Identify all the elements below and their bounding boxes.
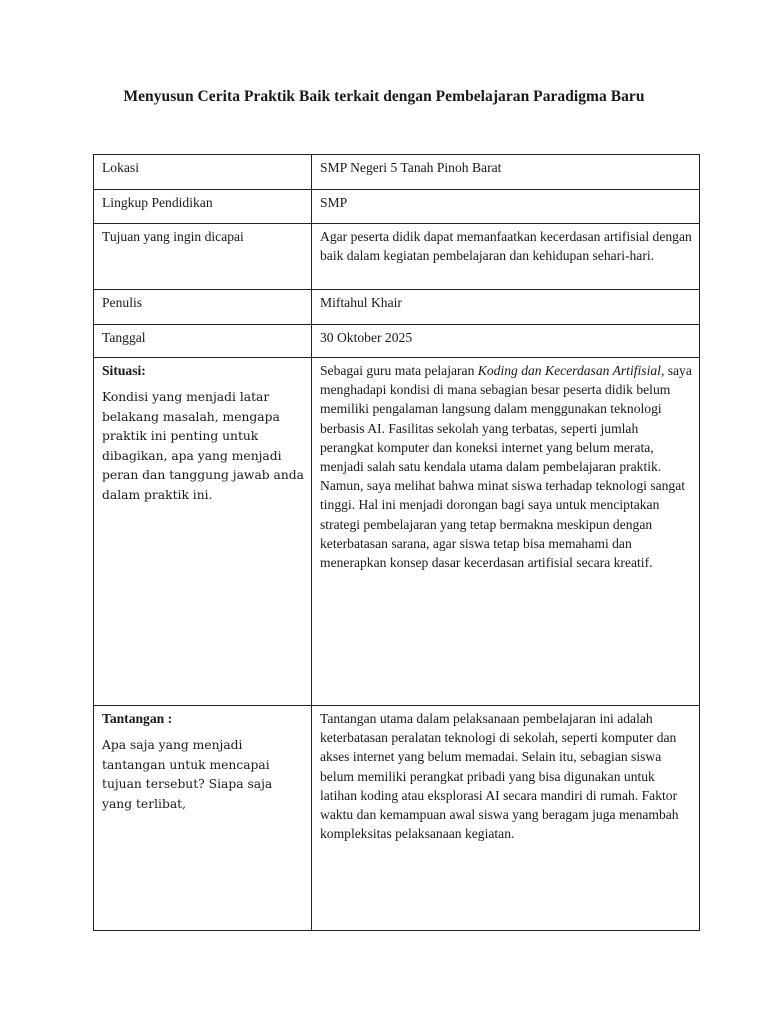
situasi-heading: Situasi: <box>102 363 146 378</box>
tanggal-value: 30 Oktober 2025 <box>312 325 700 358</box>
situasi-subject-name: Koding dan Kecerdasan Artifisial <box>477 363 661 378</box>
table-row-lokasi <box>94 155 700 190</box>
table-row-penulis <box>94 290 700 325</box>
table-row-situasi <box>94 358 700 706</box>
situasi-value <box>320 361 692 572</box>
situasi-value-cell <box>312 358 700 706</box>
situasi-value-suffix: , saya menghadapi kondisi di mana sebagian besar peserta didik belum memiliki pengalaman langsung dalam menggunakan teknologi berbasis AI. Fasilitas sekolah yang terbatas, seperti jumlah perangkat komputer dan koneksi internet yang belum merata, menjadi salah satu kendala utama dalam pembelajaran praktik. Namun, saya melihat bahwa minat siswa terhadap teknologi sangat tinggi. Hal ini menjadi dorongan bagi saya untuk menciptakan strategi pembelajaran yang tetap bermakna meskipun dengan keterbatasan sarana, agar siswa tetap bisa memahami dan menerapkan konsep dasar kecerdasan artifisial secara kreatif. <box>320 363 692 571</box>
situasi-value-prefix: Sebagai guru mata pelajaran <box>320 363 478 378</box>
table-row-tanggal <box>94 325 700 358</box>
table-row-tantangan <box>94 706 700 931</box>
tantangan-value-cell <box>312 706 700 931</box>
lingkup-value: SMP <box>312 190 700 224</box>
lokasi-label: Lokasi <box>94 155 312 190</box>
tanggal-label: Tanggal <box>94 325 312 358</box>
tantangan-label-cell <box>94 706 312 931</box>
table-row-lingkup-pendidikan <box>94 190 700 224</box>
situasi-description: Kondisi yang menjadi latar belakang masalah, mengapa praktik ini penting untuk dibagikan, apa yang menjadi peran dan tanggung jawab anda dalam praktik ini. <box>102 390 305 502</box>
tujuan-label: Tujuan yang ingin dicapai <box>94 224 312 290</box>
tujuan-value: Agar peserta didik dapat memanfaatkan kecerdasan artifisial dengan baik dalam kegiatan pembelajaran dan kehidupan sehari-hari. <box>312 224 700 290</box>
lingkup-label: Lingkup Pendidikan <box>94 190 312 224</box>
lokasi-value: SMP Negeri 5 Tanah Pinoh Barat <box>312 155 700 190</box>
penulis-label: Penulis <box>94 290 312 325</box>
situasi-label-cell <box>94 358 312 706</box>
table-row-tujuan <box>94 224 700 290</box>
document-title: Menyusun Cerita Praktik Baik terkait dengan Pembelajaran Paradigma Baru <box>123 88 645 105</box>
tantangan-value: Tantangan utama dalam pelaksanaan pembelajaran ini adalah keterbatasan peralatan teknologi di sekolah, seperti komputer dan akses internet yang belum memadai. Selain itu, sebagian siswa belum memiliki perangkat pribadi yang bisa digunakan untuk latihan koding atau eksplorasi AI secara mandiri di rumah. Faktor waktu dan kemampuan awal siswa yang beragam juga menambah kompleksitas pelaksanaan kegiatan. <box>320 711 679 842</box>
tantangan-description: Apa saja yang menjadi tantangan untuk mencapai tujuan tersebut? Siapa saja yang terlibat, <box>102 738 273 811</box>
tantangan-heading: Tantangan : <box>102 711 173 726</box>
practice-story-table <box>93 154 700 931</box>
penulis-value: Miftahul Khair <box>312 290 700 325</box>
